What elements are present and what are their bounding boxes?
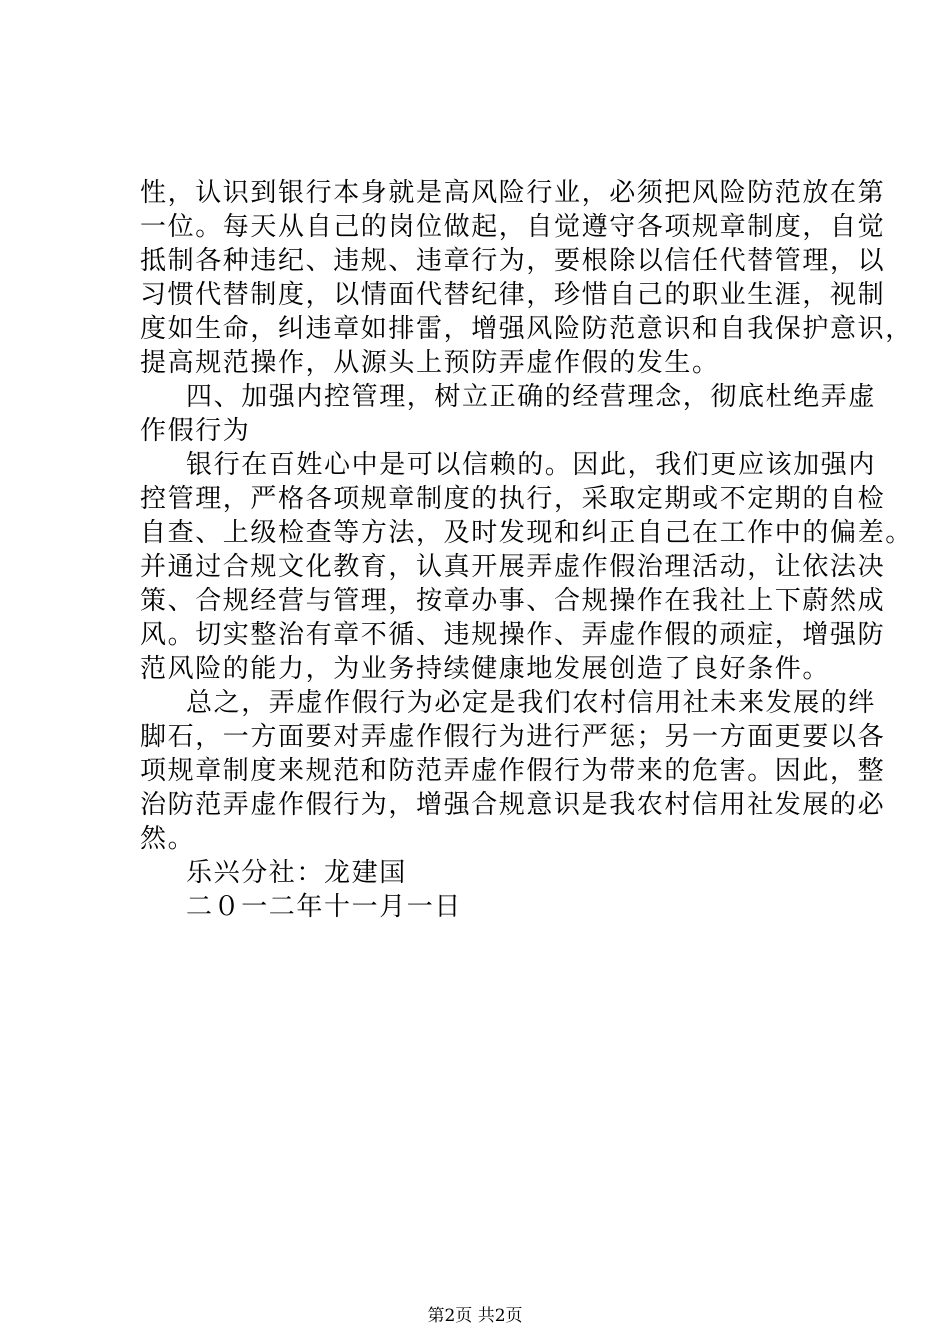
signature-author: 乐兴分社：龙建国	[186, 858, 407, 888]
body-line-10: 控管理，严格各项规章制度的执行，采取定期或不定期的自检	[140, 484, 886, 514]
section-heading-4-line-2: 作假行为	[140, 416, 251, 446]
body-line-11: 自查、上级检查等方法，及时发现和纠正自己在工作中的偏差。	[140, 518, 913, 548]
body-line-15: 范风险的能力，为业务持续健康地发展创造了良好条件。	[140, 654, 831, 684]
conclusion-line-1: 总之，弄虚作假行为必定是我们农村信用社未来发展的绊	[186, 688, 877, 718]
body-line-13: 策、合规经营与管理，按章办事、合规操作在我社上下蔚然成	[140, 586, 886, 616]
conclusion-line-4: 治防范弄虚作假行为，增强合规意识是我农村信用社发展的必	[140, 790, 886, 820]
body-line-9: 银行在百姓心中是可以信赖的。因此，我们更应该加强内	[186, 450, 877, 480]
body-line-4: 习惯代替制度，以情面代替纪律，珍惜自己的职业生涯，视制	[140, 280, 886, 310]
conclusion-line-3: 项规章制度来规范和防范弄虚作假行为带来的危害。因此，整	[140, 756, 886, 786]
page-number-footer: 第2页 共2页	[427, 1306, 523, 1326]
signature-date: 二０一二年十一月一日	[186, 892, 463, 922]
conclusion-line-5: 然。	[140, 824, 196, 854]
conclusion-line-2: 脚石，一方面要对弄虚作假行为进行严惩；另一方面更要以各	[140, 722, 886, 752]
body-line-2: 一位。每天从自己的岗位做起，自觉遵守各项规章制度，自觉	[140, 212, 886, 242]
body-line-1: 性，认识到银行本身就是高风险行业，必须把风险防范放在第	[140, 178, 886, 208]
body-line-5: 度如生命，纠违章如排雷，增强风险防范意识和自我保护意识，	[140, 314, 913, 344]
body-line-3: 抵制各种违纪、违规、违章行为，要根除以信任代替管理，以	[140, 246, 886, 276]
body-line-12: 并通过合规文化教育，认真开展弄虚作假治理活动，让依法决	[140, 552, 886, 582]
body-line-6: 提高规范操作，从源头上预防弄虚作假的发生。	[140, 348, 720, 378]
body-line-14: 风。切实整治有章不循、违规操作、弄虚作假的顽症，增强防	[140, 620, 886, 650]
section-heading-4-line-1: 四、加强内控管理，树立正确的经营理念，彻底杜绝弄虚	[186, 382, 877, 412]
